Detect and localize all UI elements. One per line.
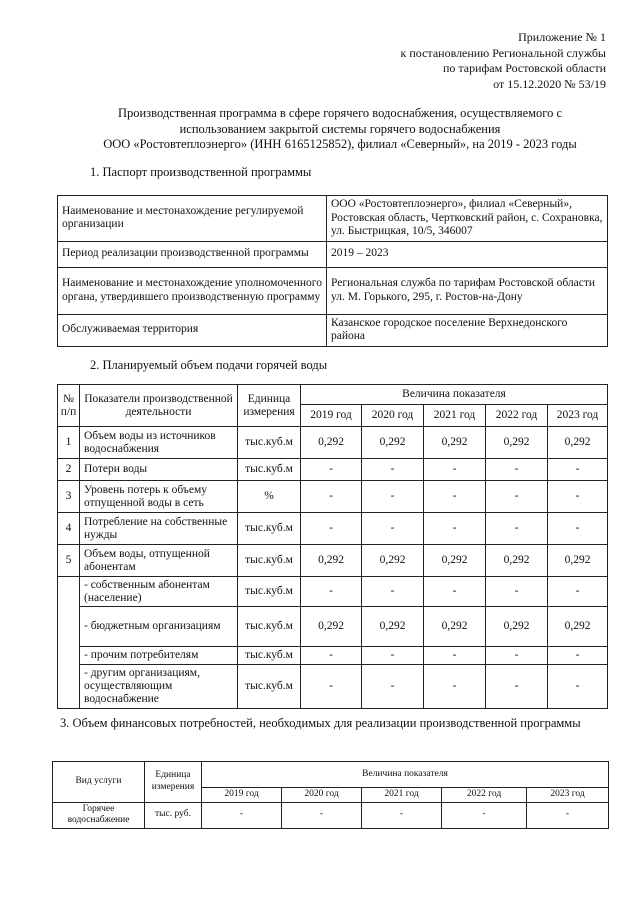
cell-value: - [424, 665, 486, 709]
cell-value: - [548, 459, 608, 481]
cell-num: 3 [58, 481, 80, 513]
table-row [58, 267, 608, 314]
cell-value: - [424, 481, 486, 513]
cell-value: - [548, 577, 608, 607]
cell-label: Объем воды из источников водоснабжения [80, 427, 238, 459]
cell-num: 2 [58, 459, 80, 481]
cell-value: - [486, 665, 548, 709]
cell-num: 5 [58, 545, 80, 577]
header-year: 2022 год [442, 788, 527, 803]
cell-label: Объем воды, отпущенной абонентам [80, 545, 238, 577]
header-num: № п/п [58, 385, 80, 427]
cell-value: - [202, 802, 282, 828]
title-line: ООО «Ростовтеплоэнерго» (ИНН 6165125852), филиал «Северный», на 2019 - 2023 годы [103, 137, 577, 151]
table-row [58, 241, 608, 267]
cell-num [58, 577, 80, 709]
row-label: Обслуживаемая территория [58, 314, 327, 346]
table-header-row [53, 762, 609, 788]
cell-value: 0,292 [486, 545, 548, 577]
section2-heading: 2. Планируемый объем подачи горячей воды [90, 358, 328, 372]
cell-value: 0,292 [362, 607, 424, 647]
passport-table [57, 195, 608, 347]
financial-needs-table [52, 761, 609, 829]
document-title [50, 106, 630, 153]
cell-value: - [486, 481, 548, 513]
cell-value: 0,292 [424, 545, 486, 577]
header-year: 2020 год [362, 405, 424, 427]
table-row [58, 577, 608, 607]
row-value: 2019 – 2023 [327, 241, 608, 267]
cell-value: - [486, 513, 548, 545]
header-year: 2023 год [548, 405, 608, 427]
cell-unit: тыс. руб. [145, 802, 202, 828]
cell-value: - [362, 577, 424, 607]
header-line: от 15.12.2020 № 53/19 [493, 76, 606, 91]
cell-value: 0,292 [362, 427, 424, 459]
table-row [58, 196, 608, 242]
row-value: ООО «Ростовтеплоэнерго», филиал «Северный», Ростовская область, Чертковский район, с. Сохрановка, ул. Быстрицкая, 10/5, 346007 [327, 196, 608, 242]
cell-value: 0,292 [548, 545, 608, 577]
cell-value: - [362, 647, 424, 665]
row-value: Казанское городское поселение Верхнедонского района [327, 314, 608, 346]
cell-value: - [548, 665, 608, 709]
cell-value: - [362, 665, 424, 709]
cell-unit: тыс.куб.м [238, 513, 301, 545]
header-year: 2020 год [282, 788, 362, 803]
cell-value: - [548, 647, 608, 665]
cell-unit: % [238, 481, 301, 513]
cell-unit: тыс.куб.м [238, 427, 301, 459]
header-value: Величина показателя [202, 762, 609, 788]
table-row [58, 427, 608, 459]
cell-value: 0,292 [486, 607, 548, 647]
cell-value: - [301, 647, 362, 665]
cell-value: - [301, 481, 362, 513]
cell-value: 0,292 [301, 545, 362, 577]
cell-value: - [301, 459, 362, 481]
cell-value: - [442, 802, 527, 828]
header-line: к постановлению Региональной службы [400, 45, 606, 60]
table-row [58, 481, 608, 513]
section1-heading: 1. Паспорт производственной программы [90, 165, 312, 179]
cell-value: - [486, 647, 548, 665]
header-line: Приложение № 1 [518, 30, 606, 44]
header-year: 2021 год [424, 405, 486, 427]
cell-value: - [301, 513, 362, 545]
cell-label: Горячее водоснабжение [53, 802, 145, 828]
table-row [58, 545, 608, 577]
cell-label: Потребление на собственные нужды [80, 513, 238, 545]
section3-heading: 3. Объем финансовых потребностей, необходимых для реализации производственной программы [60, 716, 581, 730]
header-service: Вид услуги [53, 762, 145, 803]
cell-value: - [362, 802, 442, 828]
table-row [58, 665, 608, 709]
cell-value: 0,292 [362, 545, 424, 577]
cell-unit: тыс.куб.м [238, 545, 301, 577]
table-row [53, 802, 609, 828]
cell-value: - [282, 802, 362, 828]
header-value: Величина показателя [301, 385, 608, 405]
table-row [58, 607, 608, 647]
cell-unit: тыс.куб.м [238, 459, 301, 481]
cell-value: - [548, 513, 608, 545]
row-label: Наименование и местонахождение уполномоченного органа, утвердившего производственную программу [58, 267, 327, 314]
table-row [58, 647, 608, 665]
cell-unit: тыс.куб.м [238, 665, 301, 709]
cell-value: - [301, 577, 362, 607]
header-unit: Единица измерения [145, 762, 202, 803]
cell-value: - [424, 459, 486, 481]
header-year: 2019 год [301, 405, 362, 427]
header-year: 2019 год [202, 788, 282, 803]
table-row [58, 314, 608, 346]
cell-value: - [548, 481, 608, 513]
cell-value: - [362, 513, 424, 545]
header-indicator: Показатели производственной деятельности [80, 385, 238, 427]
cell-value: 0,292 [548, 607, 608, 647]
cell-value: - [424, 577, 486, 607]
cell-unit: тыс.куб.м [238, 607, 301, 647]
cell-label: - собственным абонентам (население) [80, 577, 238, 607]
water-volume-table [57, 384, 608, 709]
cell-unit: тыс.куб.м [238, 647, 301, 665]
cell-value: - [301, 665, 362, 709]
header-year: 2022 год [486, 405, 548, 427]
document-header [401, 30, 606, 92]
row-label: Наименование и местонахождение регулируемой организации [58, 196, 327, 242]
cell-label: Уровень потерь к объему отпущенной воды в сеть [80, 481, 238, 513]
table-header-row [58, 385, 608, 405]
table-row [58, 459, 608, 481]
cell-value: - [486, 459, 548, 481]
cell-value: - [527, 802, 609, 828]
cell-num: 4 [58, 513, 80, 545]
cell-label: - другим организациям, осуществляющим водоснабжение [80, 665, 238, 709]
cell-unit: тыс.куб.м [238, 577, 301, 607]
header-year: 2023 год [527, 788, 609, 803]
cell-num: 1 [58, 427, 80, 459]
cell-label: Потери воды [80, 459, 238, 481]
table-row [58, 513, 608, 545]
cell-value: 0,292 [548, 427, 608, 459]
cell-value: 0,292 [301, 607, 362, 647]
cell-value: 0,292 [301, 427, 362, 459]
cell-value: 0,292 [424, 427, 486, 459]
title-line: использованием закрытой системы горячего водоснабжения [179, 121, 501, 136]
cell-value: 0,292 [424, 607, 486, 647]
cell-label: - прочим потребителям [80, 647, 238, 665]
cell-value: - [486, 577, 548, 607]
header-line: по тарифам Ростовской области [442, 61, 606, 75]
row-label: Период реализации производственной программы [58, 241, 327, 267]
cell-value: - [362, 481, 424, 513]
title-line: Производственная программа в сфере горячего водоснабжения, осуществляемого с [117, 106, 563, 120]
row-value: Региональная служба по тарифам Ростовской области ул. М. Горького, 295, г. Ростов-на-Дону [327, 267, 608, 314]
cell-value: - [424, 647, 486, 665]
cell-value: 0,292 [486, 427, 548, 459]
header-year: 2021 год [362, 788, 442, 803]
header-unit: Единица измерения [238, 385, 301, 427]
cell-value: - [424, 513, 486, 545]
cell-label: - бюджетным организациям [80, 607, 238, 647]
cell-value: - [362, 459, 424, 481]
